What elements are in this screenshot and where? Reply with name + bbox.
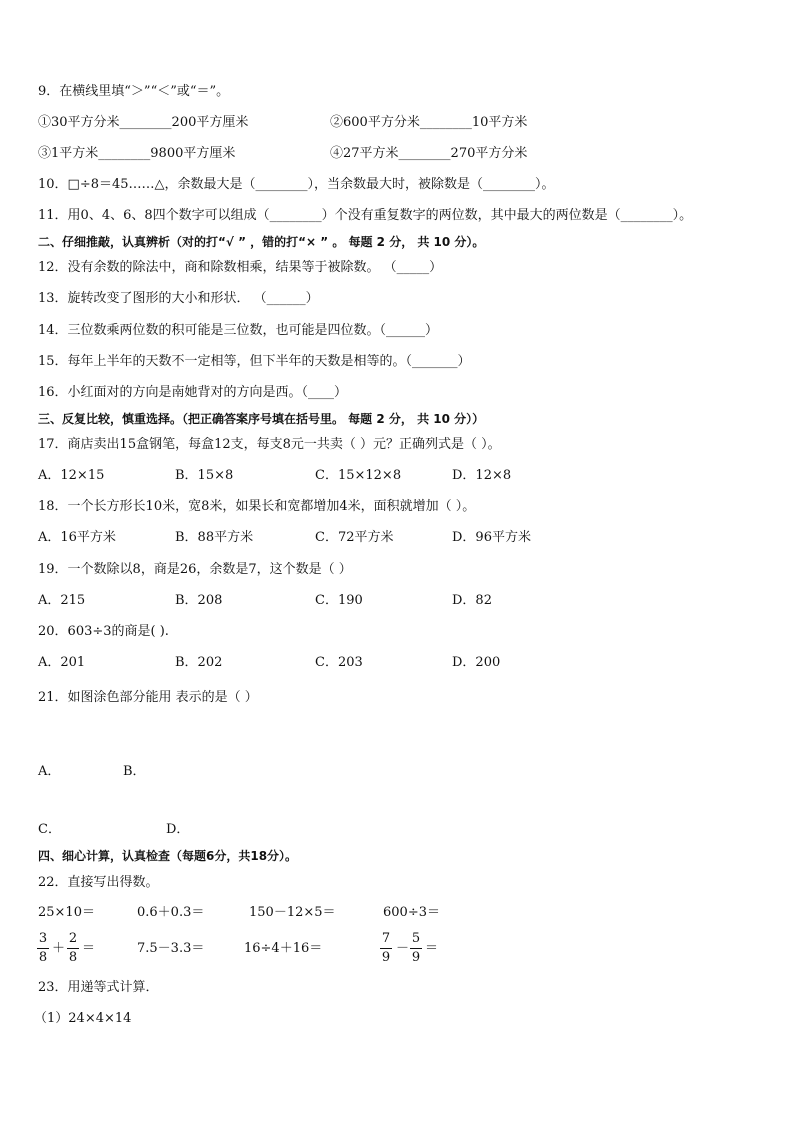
q19-option-c: C．190 <box>315 593 363 608</box>
frac2-bar-2 <box>410 948 422 949</box>
frac1-numerator-1: 3 <box>38 931 48 946</box>
q22-calc-2: 0.6＋0.3＝ <box>137 905 205 920</box>
frac1-denominator-2: 8 <box>68 950 78 965</box>
q21-option-d: D． <box>166 822 190 837</box>
q9-item-1: ①30平方分米________200平方厘米 <box>38 115 249 130</box>
frac1-bar-1 <box>37 948 49 949</box>
q21-option-b: B． <box>123 764 146 779</box>
q20-option-a: A．201 <box>38 655 86 670</box>
q17-option-a: A．12×15 <box>38 468 105 483</box>
q17-option-b: B．15×8 <box>175 468 234 483</box>
frac1-numerator-2: 2 <box>68 931 78 946</box>
frac1-bar-2 <box>67 948 79 949</box>
q23-item-1: （1）24×4×14 <box>34 1011 132 1026</box>
section-4-heading: 四、细心计算，认真检查（每题6分，共18分）。 <box>38 849 298 863</box>
q22-calc-1: 25×10＝ <box>38 905 95 920</box>
q22-calc-6: 7.5－3.3＝ <box>137 941 205 956</box>
q22-stem: 22．直接写出得数。 <box>38 875 159 890</box>
q9-item-3: ③1平方米________9800平方厘米 <box>38 146 236 161</box>
q22-calc-7: 16÷4＋16＝ <box>244 941 323 956</box>
q15: 15．每年上半年的天数不一定相等，但下半年的天数是相等的。（_______） <box>38 354 471 369</box>
q18-option-a: A．16平方米 <box>38 530 116 545</box>
q20-stem: 20．603÷3的商是( ). <box>38 624 169 639</box>
frac2-operator: － <box>396 941 410 956</box>
q11: 11．用0、4、6、8四个数字可以组成（________）个没有重复数字的两位数，其中最大的两位数是（________）。 <box>38 208 693 223</box>
q19-option-a: A．215 <box>38 593 86 608</box>
q17-option-c: C．15×12×8 <box>315 468 402 483</box>
q21-option-a: A． <box>38 764 61 779</box>
q20-option-b: B．202 <box>175 655 223 670</box>
q13: 13．旋转改变了图形的大小和形状． （______） <box>38 291 319 306</box>
frac2-numerator-1: 7 <box>381 931 391 946</box>
q21-option-c: C． <box>38 822 61 837</box>
frac1-operator: ＋ <box>52 941 66 956</box>
frac2-numerator-2: 5 <box>411 931 421 946</box>
q20-option-c: C．203 <box>315 655 363 670</box>
q9-item-4: ④27平方米________270平方分米 <box>330 146 528 161</box>
q16: 16．小红面对的方向是南她背对的方向是西。（____） <box>38 385 348 400</box>
frac2-bar-1 <box>380 948 392 949</box>
q18-option-d: D．96平方米 <box>452 530 531 545</box>
frac1-denominator-1: 8 <box>38 950 48 965</box>
q19-option-d: D．82 <box>452 593 492 608</box>
q14: 14．三位数乘两位数的积可能是三位数，也可能是四位数。（______） <box>38 323 439 338</box>
q18-option-c: C．72平方米 <box>315 530 394 545</box>
frac2-equals: ＝ <box>425 941 439 956</box>
frac2-denominator-2: 9 <box>411 950 421 965</box>
q20-option-d: D．200 <box>452 655 501 670</box>
frac2-denominator-1: 9 <box>381 950 391 965</box>
q9-stem: 9．在横线里填“＞”“＜”或“＝”。 <box>38 84 230 99</box>
frac1-equals: ＝ <box>82 941 96 956</box>
q19-option-b: B．208 <box>175 593 223 608</box>
section-2-heading: 二、仔细推敲，认真辨析（对的打“√ ” ，错的打“× ” 。 每题 2 分， 共 10 分）。 <box>38 235 485 249</box>
q21-stem: 21．如图涂色部分能用 表示的是（ ） <box>38 690 258 705</box>
q22-calc-3: 150－12×5＝ <box>249 905 336 920</box>
q17-stem: 17．商店卖出15盒钢笔，每盒12支，每支8元一共卖（ ）元？正确列式是（ ）。 <box>38 437 501 452</box>
q12: 12．没有余数的除法中，商和除数相乘，结果等于被除数。 （_____） <box>38 260 443 275</box>
q22-calc-4: 600÷3＝ <box>383 905 440 920</box>
section-3-heading: 三、反复比较，慎重选择。（把正确答案序号填在括号里。 每题 2 分， 共 10 分）） <box>38 412 485 426</box>
q23-stem: 23．用递等式计算． <box>38 980 159 995</box>
q17-option-d: D．12×8 <box>452 468 512 483</box>
q10: 10．□÷8＝45……△，余数最大是（________），当余数最大时，被除数是（________）。 <box>38 177 555 192</box>
q18-stem: 18．一个长方形长10米，宽8米，如果长和宽都增加4米，面积就增加（ ）。 <box>38 499 476 514</box>
q9-item-2: ②600平方分米________10平方米 <box>330 115 528 130</box>
q19-stem: 19．一个数除以8，商是26，余数是7，这个数是（ ） <box>38 562 352 577</box>
q18-option-b: B．88平方米 <box>175 530 254 545</box>
